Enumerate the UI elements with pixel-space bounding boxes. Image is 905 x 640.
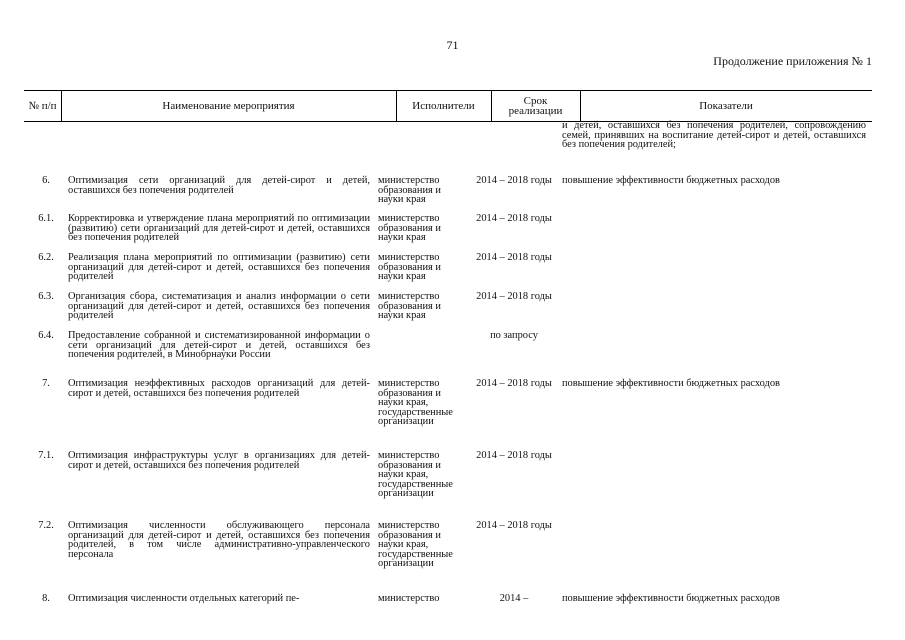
row-number: 6.2. [38, 252, 54, 263]
row-number: 6.3. [38, 291, 54, 302]
row-activity-name: Предоставление собранной и систематизированной информации о сети организаций для детей-сирот и детей, оставшихся без попечения родителей, в Минобрнауки России [68, 330, 370, 361]
header-term: Срок реализации [508, 95, 563, 117]
row-term: 2014 – 2018 годы [476, 520, 552, 531]
row-term: 2014 – 2018 годы [476, 378, 552, 389]
row-activity-name: Организация сбора, систематизация и анализ информации о сети организаций для детей-сирот и детей, оставшихся без попечения родителей [68, 291, 370, 322]
row-indicators: повышение эффективности бюджетных расходов [562, 378, 780, 389]
row-term: по запросу [490, 330, 538, 341]
row-activity-name: Реализация плана мероприятий по оптимизации (развитию) сети организаций для детей-сирот и детей, оставшихся без попечения родителей [68, 252, 370, 283]
header-executors: Исполнители [412, 100, 475, 112]
row-indicators: повышение эффективности бюджетных расходов [562, 175, 780, 186]
indicators-continuation: и детей, оставшихся без попечения родителей, сопровождению семей, принявших на воспитание детей-сирот и детей, оставшихся без попечения родителей; [562, 120, 866, 151]
row-number: 7.2. [38, 520, 54, 531]
row-activity-name: Оптимизация численности обслуживающего персонала организаций для детей-сирот и детей, оставшихся без попечения родителей, в том числе административно-управленческого персонала [68, 520, 370, 560]
row-executors: министерство образования и науки края [378, 252, 441, 283]
header-name: Наименование мероприятия [162, 100, 295, 112]
row-executors: министерство образования и науки края, государственные организации [378, 378, 453, 428]
row-term: 2014 – [499, 593, 529, 604]
row-number: 6.4. [38, 330, 54, 341]
row-executors: министерство образования и науки края [378, 175, 441, 206]
appendix-note: Продолжение приложения № 1 [713, 54, 872, 68]
row-executors: министерство образования и науки края, государственные организации [378, 520, 453, 570]
table-header [24, 90, 872, 122]
row-executors: министерство образования и науки края [378, 213, 441, 244]
row-term: 2014 – 2018 годы [476, 450, 552, 461]
row-term: 2014 – 2018 годы [476, 213, 552, 224]
row-activity-name: Оптимизация неэффективных расходов организаций для детей-сирот и детей, оставшихся без попечения родителей [68, 378, 370, 399]
page-number: 71 [446, 38, 459, 52]
row-number: 8. [42, 593, 50, 604]
row-indicators: повышение эффективности бюджетных расходов [562, 593, 780, 604]
row-term: 2014 – 2018 годы [476, 291, 552, 302]
header-num: № п/п [28, 100, 57, 112]
row-number: 6. [42, 175, 50, 186]
row-term: 2014 – 2018 годы [476, 252, 552, 263]
row-activity-name: Оптимизация сети организаций для детей-сирот и детей, оставшихся без попечения родителей [68, 175, 370, 196]
row-activity-name: Оптимизация инфраструктуры услуг в организациях для детей-сирот и детей, оставшихся без попечения родителей [68, 450, 370, 471]
row-number: 6.1. [38, 213, 54, 224]
row-executors: министерство образования и науки края, государственные организации [378, 450, 453, 500]
row-activity-name: Оптимизация численности отдельных категорий пе- [68, 593, 300, 604]
row-number: 7.1. [38, 450, 54, 461]
row-number: 7. [42, 378, 50, 389]
row-term: 2014 – 2018 годы [476, 175, 552, 186]
row-executors: министерство образования и науки края [378, 291, 441, 322]
row-activity-name: Корректировка и утверждение плана мероприятий по оптимизации (развитию) сети организаций для детей-сирот и детей, оставшихся без попечения родителей [68, 213, 370, 244]
header-indicators: Показатели [699, 100, 753, 112]
row-executors: министерство [378, 593, 440, 604]
